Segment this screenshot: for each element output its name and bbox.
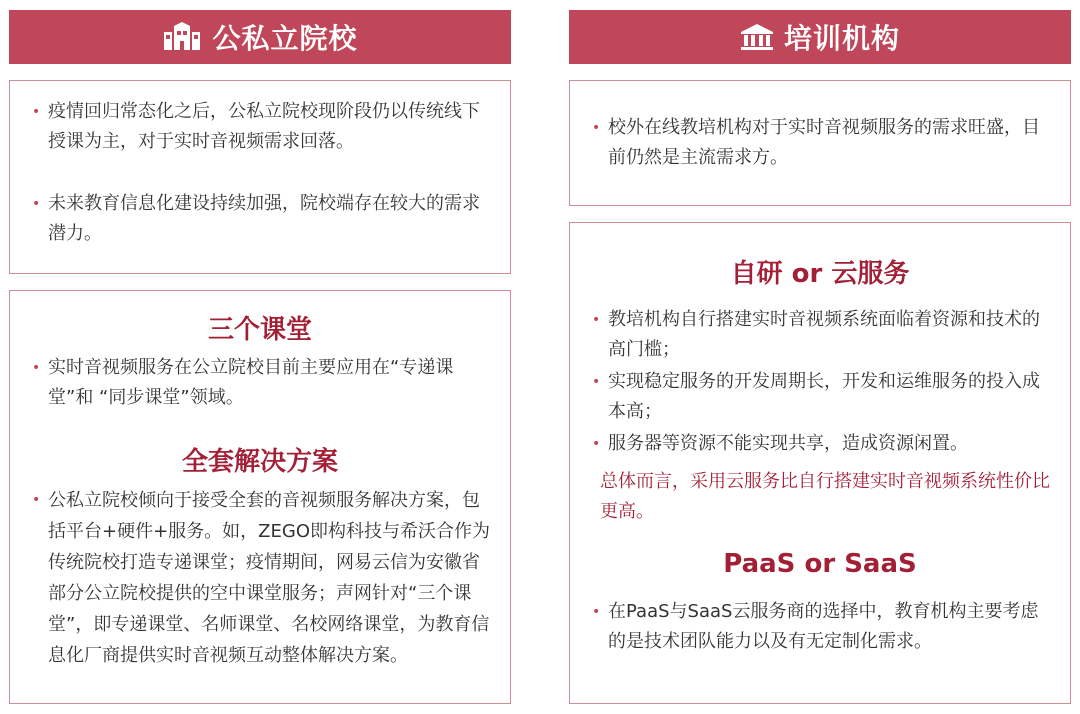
section-heading: 自研 or 云服务 [730,259,910,289]
list-item: • 未来教育信息化建设持续加强，院校端存在较大的需求潜力。 [28,189,490,249]
list-item: • 疫情回归常态化之后，公私立院校现阶段仍以传统线下授课为主，对于实时音视频需求回落。 [28,97,490,157]
institutions-detail-box [569,222,1071,704]
section-heading: 三个课堂 [207,315,312,345]
list-item: • 公私立院校倾向于接受全套的音视频服务解决方案，包括平台+硬件+服务。如，ZEGO即构科技与希沃合作为传统院校打造专递课堂；疫情期间，网易云信为安徽省部分公立院校提供的空中课堂服务；声网针对“三个课堂”，即专递课堂、名师课堂、名校网络课堂，为教育信息化厂商提供实时音视频互动整体解决方案。 [28,485,494,671]
list-item: • 教培机构自行搭建实时音视频系统面临着资源和技术的高门槛； [588,305,1054,365]
banner-training-institutions [569,10,1071,64]
banner-title: 公私立院校 [212,22,358,55]
list-item: • 在PaaS与SaaS云服务商的选择中，教育机构主要考虑的是技术团队能力以及有无定制化需求。 [588,597,1054,657]
institution-building-icon [740,22,774,52]
banner-public-private-schools [9,10,511,64]
schools-detail-box [9,290,511,704]
section-heading: PaaS or SaaS [723,549,917,579]
list-item: • 实时音视频服务在公立院校目前主要应用在“专递课堂”和 “同步课堂”领域。 [28,353,494,413]
institutions-summary-box [569,80,1071,206]
list-item: • 实现稳定服务的开发周期长，开发和运维服务的投入成本高； [588,367,1054,427]
list-item: • 服务器等资源不能实现共享，造成资源闲置。 [588,429,1054,459]
summary-text: 总体而言，采用云服务比自行搭建实时音视频系统性价比更高。 [600,471,1050,522]
list-item: • 校外在线教培机构对于实时音视频服务的需求旺盛，目前仍然是主流需求方。 [588,113,1054,173]
banner-title: 培训机构 [783,22,900,55]
schools-summary-box [9,80,511,274]
section-heading: 全套解决方案 [181,447,338,477]
school-building-icon [162,22,202,52]
